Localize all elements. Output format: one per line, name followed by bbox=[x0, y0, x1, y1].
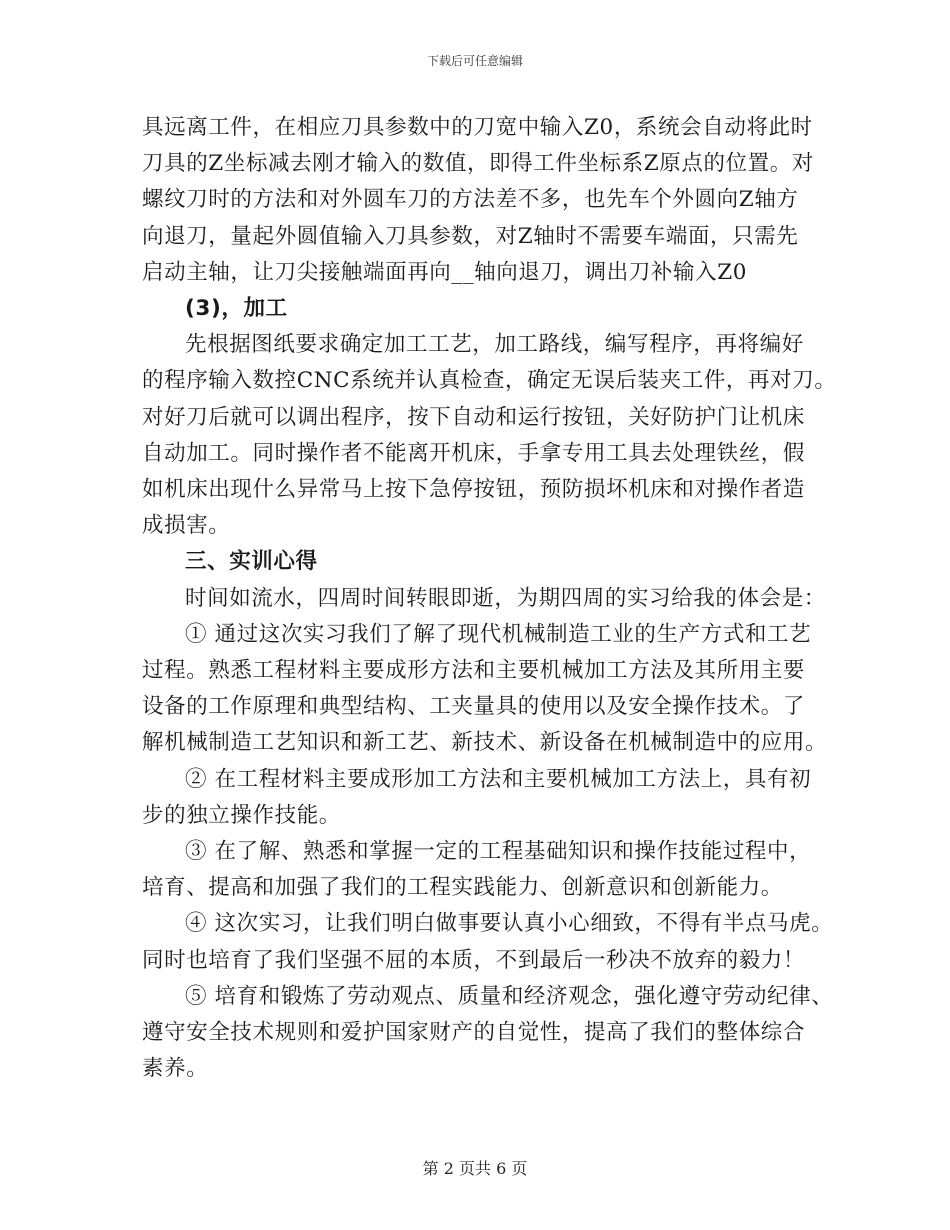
text-line: 向退刀，量起外圆值输入刀具参数，对Z轴时不需要车端面，只需先 bbox=[142, 223, 799, 249]
document-body bbox=[142, 110, 837, 1087]
page-header: 下载后可任意编辑 bbox=[426, 54, 523, 68]
list-item-5 bbox=[142, 979, 834, 1088]
text-line: ① 通过这次实习我们了解了现代机械制造工业的生产方式和工艺 bbox=[185, 621, 812, 647]
text-line: 同时也培育了我们坚强不屈的本质，不到最后一秒决不放弃的毅力！ bbox=[142, 947, 806, 973]
text-line: 成损害。 bbox=[142, 513, 231, 539]
paragraph-machining bbox=[142, 327, 837, 544]
section-heading-machining bbox=[142, 291, 814, 327]
text-line: ④ 这次实习，让我们明白做事要认真小心细致，不得有半点马虎。 bbox=[185, 911, 834, 937]
text-line: 遵守安全技术规则和爱护国家财产的自觉性，提高了我们的整体综合 bbox=[142, 1020, 806, 1046]
text-line: 具远离工件，在相应刀具参数中的刀宽中输入Z0，系统会自动将此时 bbox=[142, 115, 813, 140]
text-line: 先根据图纸要求确定加工工艺，加工路线，编写程序，再将编好 bbox=[185, 332, 804, 358]
text-line: 对好刀后就可以调出程序，按下自动和运行按钮，关好防护门让机床 bbox=[142, 404, 806, 430]
paragraph-tool-setting-continued bbox=[142, 110, 814, 291]
list-item-2 bbox=[142, 762, 814, 834]
page-number: 第 2 页共 6 页 bbox=[422, 1159, 528, 1178]
section-heading-experience bbox=[142, 544, 814, 580]
text-line: 时间如流水，四周时间转眼即逝，为期四周的实习给我的体会是： bbox=[185, 585, 826, 611]
text-line: 刀具的Z坐标减去刚才输入的数值，即得工件坐标系Z原点的位置。对 bbox=[142, 151, 814, 177]
text-line: 启动主轴，让刀尖接触端面再向__轴向退刀，调出刀补输入Z0 bbox=[142, 259, 748, 285]
heading-text: 三、实训心得 bbox=[185, 549, 318, 575]
text-line: 设备的工作原理和典型结构、工夹量具的使用以及安全操作技术。了 bbox=[142, 694, 806, 720]
text-line: 过程。熟悉工程材料主要成形方法和主要机械加工方法及其所用主要 bbox=[142, 658, 806, 684]
text-line: 解机械制造工艺知识和新工艺、新技术、新设备在机械制造中的应用。 bbox=[142, 730, 828, 756]
text-line: 培育、提高和加强了我们的工程实践能力、创新意识和创新能力。 bbox=[142, 875, 783, 901]
list-item-4 bbox=[142, 906, 834, 978]
heading-text: (3)，加工 bbox=[185, 296, 288, 322]
text-line: 的程序输入数控CNC系统并认真检查，确定无误后装夹工件，再对刀。 bbox=[142, 368, 837, 394]
text-line: ③ 在了解、熟悉和掌握一定的工程基础知识和操作技能过程中， bbox=[185, 839, 812, 865]
text-line: 如机床出现什么异常马上按下急停按钮，预防损坏机床和对操作者造 bbox=[142, 477, 806, 503]
paragraph-intro bbox=[142, 581, 826, 617]
text-line: 步的独立操作技能。 bbox=[142, 802, 341, 828]
text-line: ⑤ 培育和锻炼了劳动观点、质量和经济观念，强化遵守劳动纪律、 bbox=[185, 983, 834, 1009]
text-line: 螺纹刀时的方法和对外圆车刀的方法差不多，也先车个外圆向Z轴方 bbox=[142, 187, 799, 213]
list-item-3 bbox=[142, 834, 814, 906]
text-line: ② 在工程材料主要成形加工方法和主要机械加工方法上，具有初 bbox=[185, 766, 812, 792]
text-line: 自动加工。同时操作者不能离开机床，手拿专用工具去处理铁丝，假 bbox=[142, 440, 806, 466]
text-line: 素养。 bbox=[142, 1056, 209, 1082]
list-item-1 bbox=[142, 617, 828, 762]
